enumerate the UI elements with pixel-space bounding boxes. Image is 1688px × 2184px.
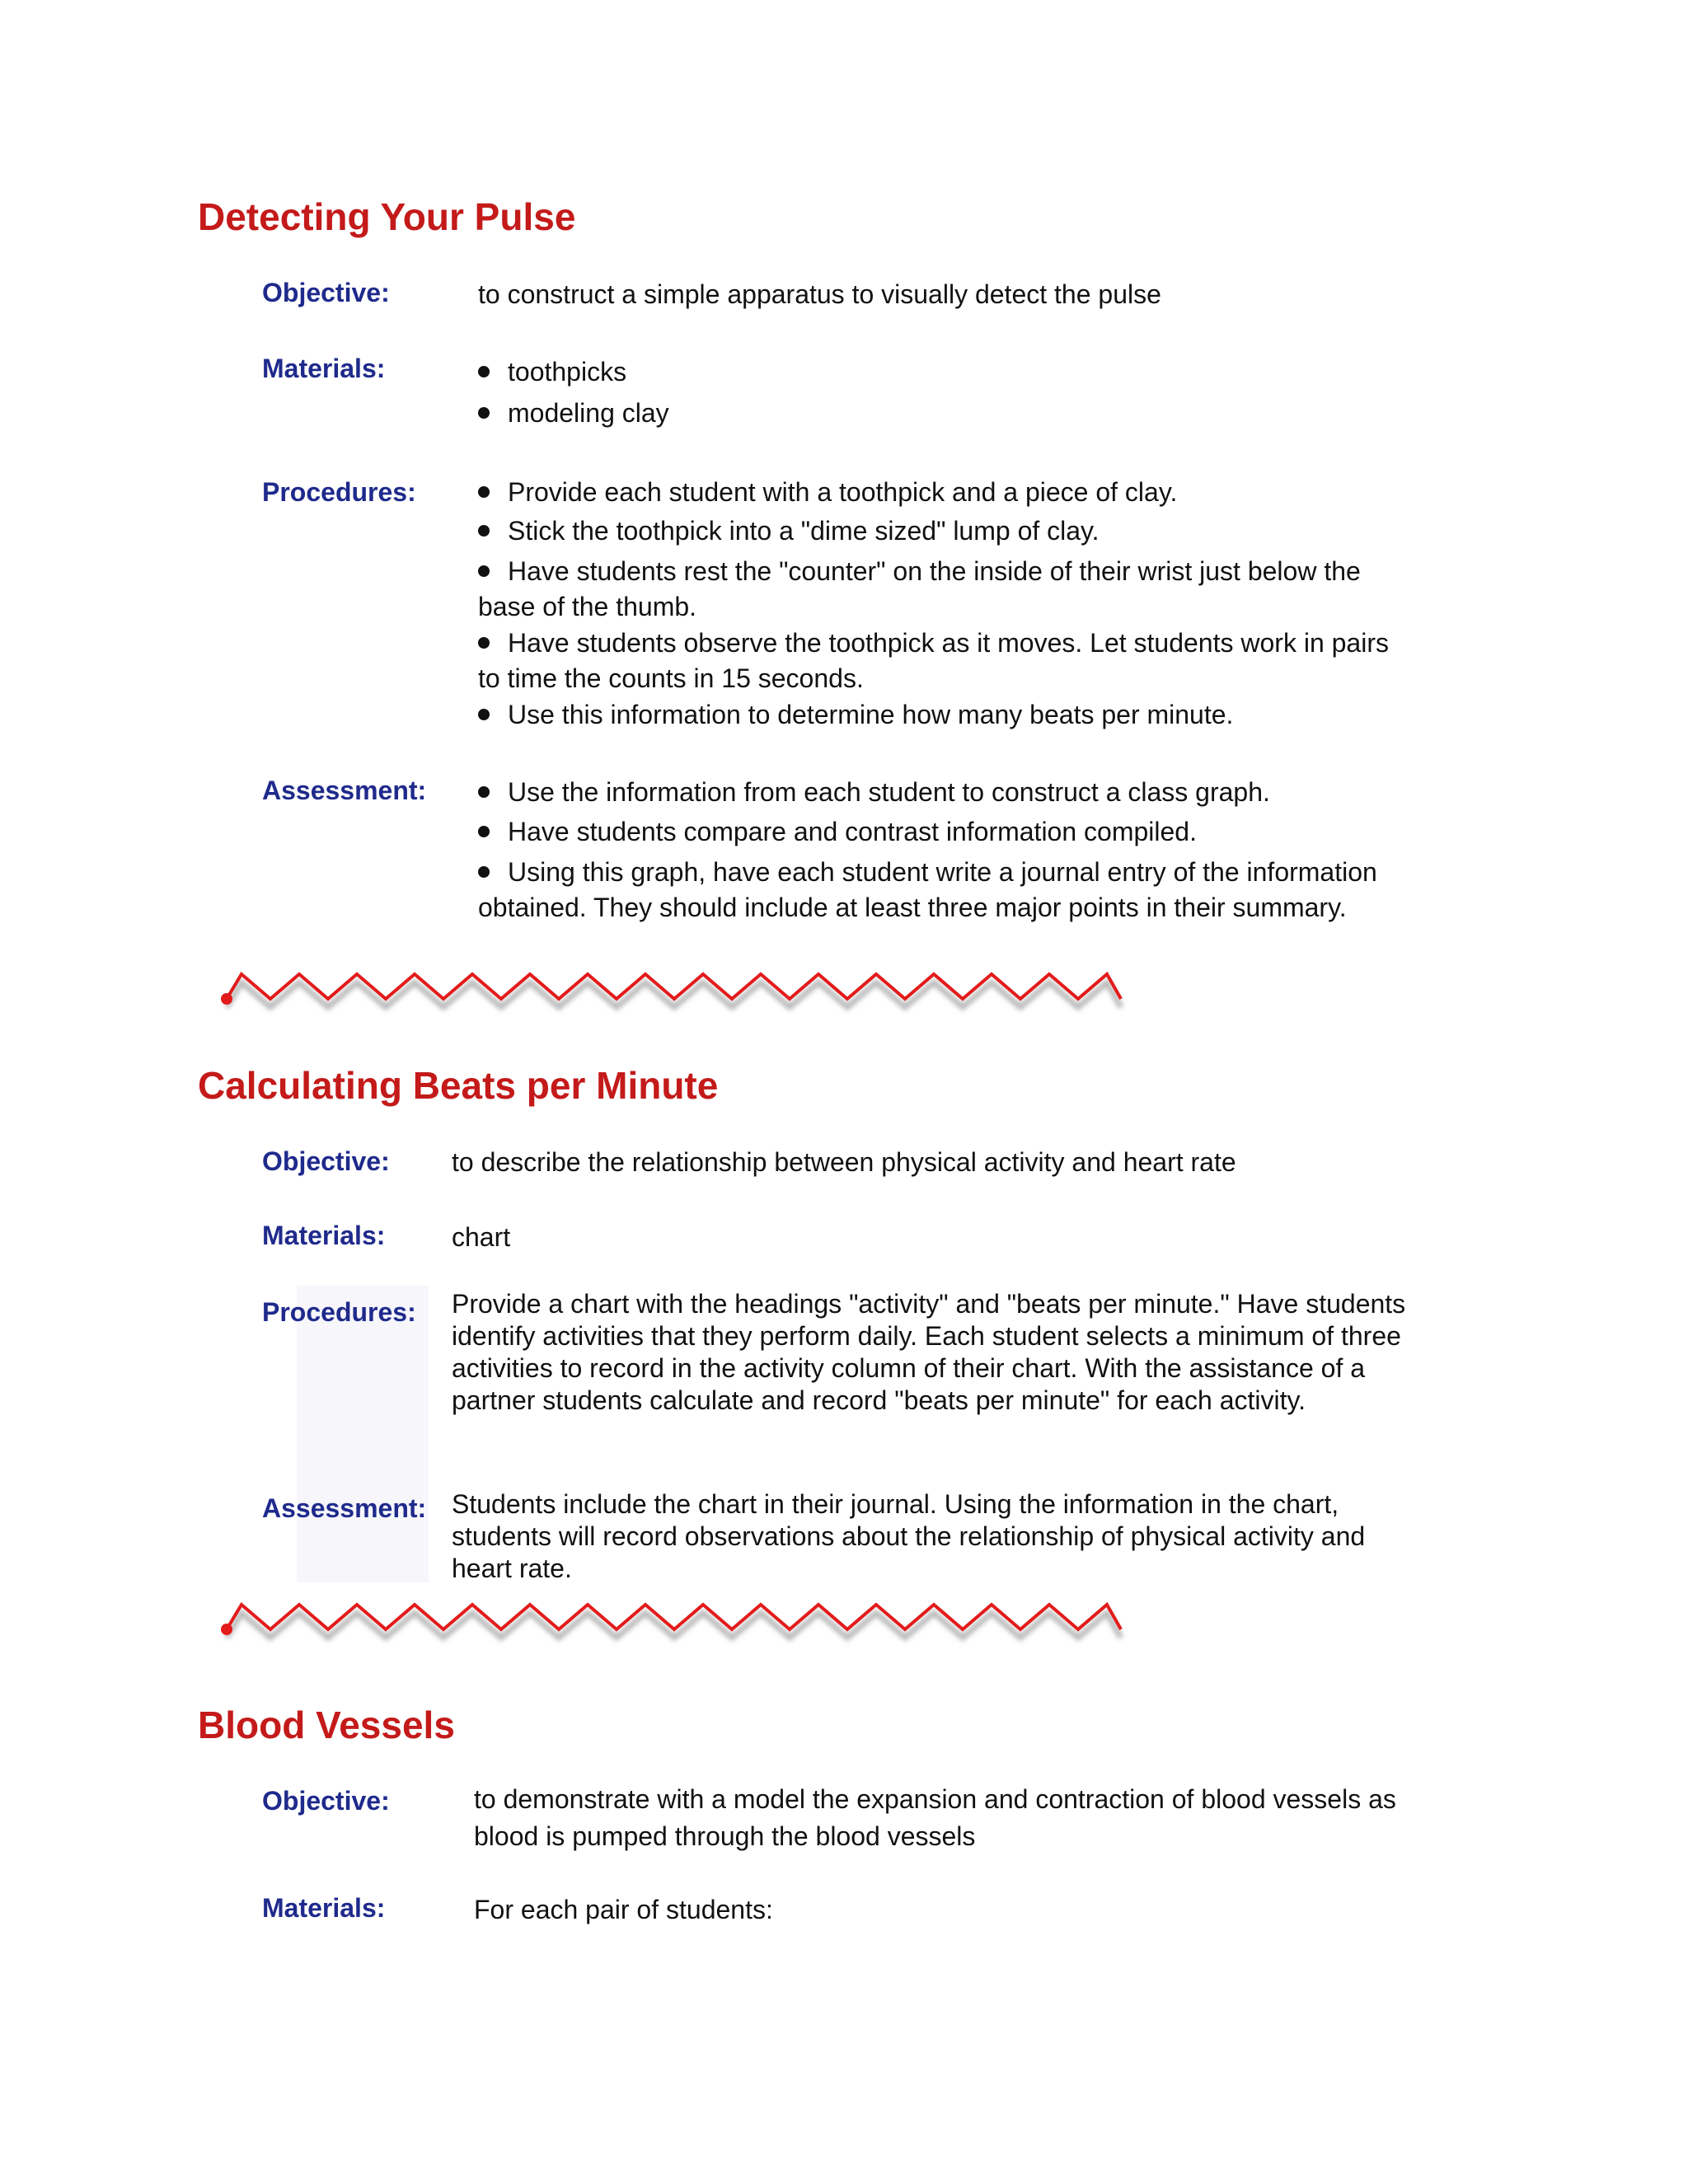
materials-label: Materials:: [262, 1893, 386, 1923]
objective-label: Objective:: [262, 1786, 390, 1816]
bullet-icon: [478, 866, 490, 878]
zigzag-divider: [206, 1595, 1146, 1652]
procedure-item: Use this information to determine how many beats per minute.: [478, 697, 1409, 733]
bullet-icon: [478, 786, 490, 798]
assessment-text: Students include the chart in their journal. Using the information in the chart, students will record observations about the relationship of physical activity and heart rate.: [452, 1489, 1366, 1583]
section-title-blood-vessels: Blood Vessels: [198, 1704, 455, 1746]
materials-label: Materials:: [262, 354, 386, 383]
assessment-item: Using this graph, have each student write a journal entry of the information obtained. They should include at least three major points in their summary.: [478, 857, 1377, 922]
bullet-icon: [478, 366, 490, 377]
materials-text: chart: [452, 1222, 511, 1252]
bullet-icon: [478, 565, 490, 577]
materials-text: For each pair of students:: [474, 1895, 773, 1924]
procedure-item: Provide each student with a toothpick and a piece of clay.: [478, 475, 1409, 510]
procedure-item: Stick the toothpick into a "dime sized" lump of clay.: [478, 513, 1409, 549]
objective-text: to describe the relationship between physical activity and heart rate: [452, 1147, 1236, 1177]
objective-label: Objective:: [262, 278, 390, 307]
divider-dot: [221, 1624, 232, 1635]
bullet-icon: [478, 486, 490, 498]
section-title-calculating-bpm: Calculating Beats per Minute: [198, 1064, 719, 1107]
section-title-detecting-pulse: Detecting Your Pulse: [198, 195, 576, 238]
assessment-item: Have students compare and contrast information compiled.: [478, 814, 1409, 850]
shaded-margin: [297, 1286, 429, 1582]
materials-label: Materials:: [262, 1221, 386, 1250]
bullet-icon: [478, 525, 490, 537]
procedure-item: Have students rest the "counter" on the inside of their wrist just below the base of the thumb.: [478, 556, 1361, 621]
divider-dot: [221, 993, 232, 1005]
bullet-icon: [478, 637, 490, 649]
objective-label: Objective:: [262, 1146, 390, 1176]
assessment-item: Use the information from each student to construct a class graph.: [478, 775, 1409, 810]
materials-item: modeling clay: [478, 396, 669, 431]
bullet-icon: [478, 407, 490, 419]
bullet-icon: [478, 826, 490, 837]
procedures-label: Procedures:: [262, 477, 416, 507]
procedures-text: Provide a chart with the headings "activity" and "beats per minute." Have students identify activities that they perform daily. Each student selects a minimum of three activities to record in the activity column of their chart. With the assistance of a partner students calculate and record "beats per minute" for each activity.: [452, 1289, 1406, 1415]
bullet-icon: [478, 709, 490, 720]
objective-text: to demonstrate with a model the expansion and contraction of blood vessels as blood is pumped through the blood vessels: [474, 1784, 1396, 1851]
procedures-label: Procedures:: [262, 1297, 416, 1327]
materials-item: toothpicks: [478, 354, 626, 390]
assessment-label: Assessment:: [262, 1493, 427, 1523]
zigzag-divider: [206, 964, 1146, 1022]
assessment-label: Assessment:: [262, 776, 427, 805]
objective-text: to construct a simple apparatus to visually detect the pulse: [478, 279, 1161, 309]
procedure-item: Have students observe the toothpick as it moves. Let students work in pairs to time the counts in 15 seconds.: [478, 628, 1389, 693]
